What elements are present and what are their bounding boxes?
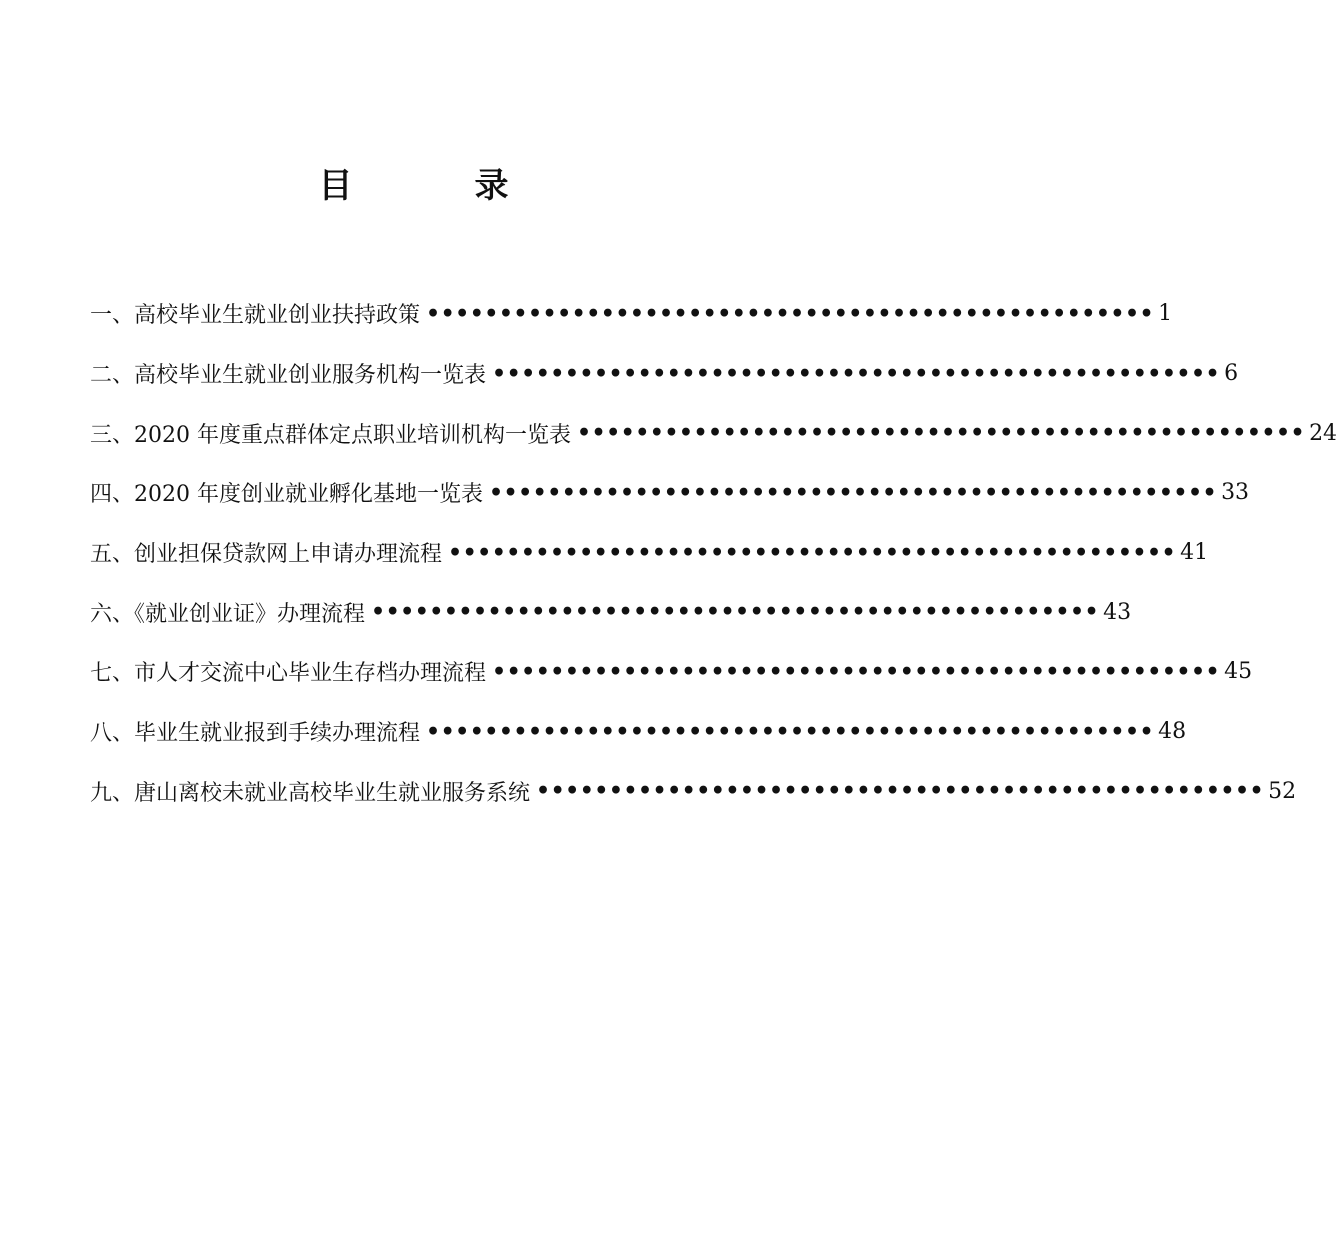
- toc-entry-page: 41: [1180, 540, 1209, 566]
- toc-entry-page: 45: [1224, 659, 1253, 685]
- toc-entry: [90, 642, 1253, 702]
- toc-entry-label: 六、《就业创业证》办理流程: [90, 601, 366, 627]
- toc-entry-label: 八、毕业生就业报到手续办理流程: [90, 721, 421, 747]
- toc-entry: [90, 344, 1239, 404]
- toc-entry-page: 24: [1309, 420, 1337, 446]
- toc-entry-page: 33: [1221, 480, 1250, 506]
- toc-entry-page: 52: [1268, 778, 1297, 804]
- toc-entry-label: 三、2020 年度重点群体定点职业培训机构一览表: [90, 422, 571, 448]
- toc-entry-label: 四、2020 年度创业就业孵化基地一览表: [90, 482, 483, 508]
- toc-entry: [90, 702, 1187, 762]
- toc-entry: [90, 762, 1297, 822]
- toc-leader-dots: ••••••••••••••••••••••••••••••••••••••••••••••••••: [536, 778, 1265, 805]
- toc-leader-dots: ••••••••••••••••••••••••••••••••••••••••••••••••••: [448, 539, 1177, 566]
- toc-leader-dots: ••••••••••••••••••••••••••••••••••••••••••••••••••: [426, 300, 1155, 327]
- toc-list: [90, 284, 1337, 821]
- toc-title: 目 录: [318, 166, 553, 206]
- toc-leader-dots: ••••••••••••••••••••••••••••••••••••••••••••••••••: [426, 718, 1155, 745]
- toc-entry-page: 43: [1103, 599, 1132, 625]
- toc-leader-dots: ••••••••••••••••••••••••••••••••••••••••••••••••••: [492, 360, 1221, 387]
- toc-entry-label: 二、高校毕业生就业创业服务机构一览表: [90, 363, 487, 389]
- toc-leader-dots: ••••••••••••••••••••••••••••••••••••••••••••••••••: [576, 420, 1306, 447]
- toc-entry-page: 1: [1158, 301, 1173, 327]
- toc-entry-page: 48: [1158, 719, 1187, 745]
- toc-entry-label: 七、市人才交流中心毕业生存档办理流程: [90, 661, 487, 687]
- toc-entry: [90, 463, 1250, 523]
- toc-leader-dots: ••••••••••••••••••••••••••••••••••••••••••••••••••: [488, 479, 1218, 506]
- toc-leader-dots: ••••••••••••••••••••••••••••••••••••••••••••••••••: [371, 599, 1100, 626]
- toc-entry-label: 一、高校毕业生就业创业扶持政策: [90, 303, 421, 329]
- toc-leader-dots: ••••••••••••••••••••••••••••••••••••••••••••••••••: [492, 658, 1221, 685]
- toc-entry: [90, 582, 1132, 642]
- toc-entry-label: 九、唐山离校未就业高校毕业生就业服务系统: [90, 780, 531, 806]
- toc-entry: [90, 284, 1173, 344]
- toc-entry-label: 五、创业担保贷款网上申请办理流程: [90, 542, 443, 568]
- toc-entry-page: 6: [1224, 361, 1239, 387]
- toc-entry: [90, 523, 1209, 583]
- toc-entry: [90, 403, 1337, 463]
